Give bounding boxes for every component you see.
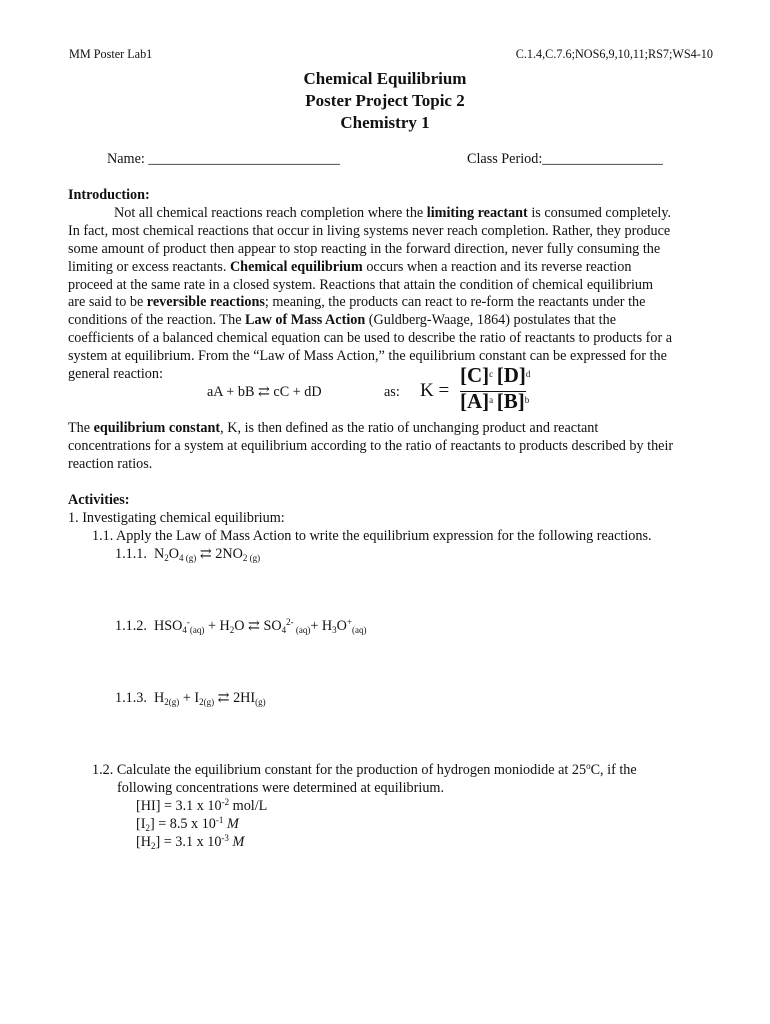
intro-line-6: are said to be reversible reactions; meaning, the products can react to re-form the reactants under the [68, 294, 646, 311]
intro-line-3: some amount of product then appear to stop reacting in the forward direction, never fully consuming the [68, 240, 661, 257]
header-right: C.1.4,C.7.6;NOS6,9,10,11;RS7;WS4-10 [515, 47, 713, 61]
general-reaction: aA + bB ⇄ cC + dD [207, 384, 322, 400]
reaction-3: 1.1.3. $H_{2(g)} + I_{2(g)}$ ⇄ $2HI_{(g)}$ [115, 690, 266, 707]
equilibrium-expression [460, 363, 531, 417]
k-line-2: concentrations for a system at equilibrium according to the ratio of reactants to products described by their [68, 437, 674, 454]
intro-line-10: general reaction: [68, 366, 163, 383]
item-1-2-line-1: 1.2. Calculate the equilibrium constant for the production of hydrogen moniodide at 25$^o$C, if the [92, 761, 637, 778]
expression-numerator: $[C]^c$ $[D]^d$ [460, 367, 526, 392]
introduction-section [68, 187, 728, 384]
title-line-2: Poster Project Topic 2 [305, 91, 465, 110]
intro-line-8: coefficients of a balanced chemical equation can be used to describe the ratio of reactants to products for a [68, 330, 673, 347]
reaction-1-number: 1.1.1. [115, 546, 147, 562]
activity-item-1-1: 1.1. Apply the Law of Mass Action to write the equilibrium expression for the following reactions. [92, 527, 652, 544]
reaction-3-number: 1.1.3. [115, 690, 147, 706]
intro-line-9: system at equilibrium. From the “Law of Mass Action,” the equilibrium constant can be expressed for the [68, 348, 667, 365]
k-line-3: reaction ratios. [68, 455, 153, 472]
header-left: MM Poster Lab1 [69, 47, 153, 61]
activity-item-1-2 [92, 762, 732, 852]
expression-denominator: $[A]^a$ $[B]^b$ [460, 389, 530, 413]
name-label: Name: [107, 151, 145, 167]
concentration-i2: $[I_2] = 8.5$ x $10^{-1}$ M [136, 814, 239, 833]
reaction-2: 1.1.2. $HSO_4^-_{(aq)} + H_2O$ ⇄ $SO_4^{2-}$ $_{(aq)}+ H_3O^+_{(aq)}$ [115, 617, 367, 635]
intro-line-4: limiting or excess reactants. Chemical equilibrium occurs when a reaction and its reverse reaction [68, 258, 632, 275]
introduction-heading: Introduction: [68, 187, 150, 203]
class-period-label: Class Period: [467, 151, 543, 167]
item-1-2-line-2: following concentrations were determined at equilibrium. [117, 779, 444, 796]
intro-line-1: Not all chemical reactions reach completion where the limiting reactant is consumed completely. [114, 204, 672, 221]
k-equals: K = [420, 380, 450, 401]
equilibrium-constant-paragraph [68, 420, 728, 474]
activities-heading: Activities: [68, 492, 130, 508]
k-line-1: The equilibrium constant, K, is then defined as the ratio of unchanging product and reactant [68, 420, 599, 436]
concentration-h2: $[H_2] = 3.1$ x $10^{-3}$ M [136, 832, 245, 851]
reaction-2-number: 1.1.2. [115, 618, 147, 634]
name-blank[interactable]: ___________________________ [148, 151, 340, 167]
activities-section [68, 492, 728, 546]
title-line-1: Chemical Equilibrium [303, 69, 467, 88]
reaction-1: 1.1.1. $N_2O_{4 (g)}$ ⇄ $2NO_{2 (g)}$ [115, 546, 261, 563]
intro-line-7: conditions of the reaction. The Law of Mass Action (Guldberg-Waage, 1864) postulates that the [68, 312, 616, 329]
concentration-hi: [HI] = 3.1 x $10^{-2}$ mol/L [136, 796, 268, 814]
activity-item-1: 1. Investigating chemical equilibrium: [68, 509, 285, 526]
title-line-3: Chemistry 1 [340, 113, 430, 132]
class-period-field[interactable] [467, 151, 663, 169]
class-period-blank[interactable]: _________________ [542, 151, 663, 167]
intro-line-5: proceed at the same rate in a closed system. Reactions that attain the condition of chemical equilibrium [68, 276, 654, 293]
as-label: as: [384, 384, 400, 400]
intro-line-2: In fact, most chemical reactions that occur in living systems never reach completion. Rather, they produce [68, 222, 671, 239]
name-field[interactable] [107, 151, 340, 169]
